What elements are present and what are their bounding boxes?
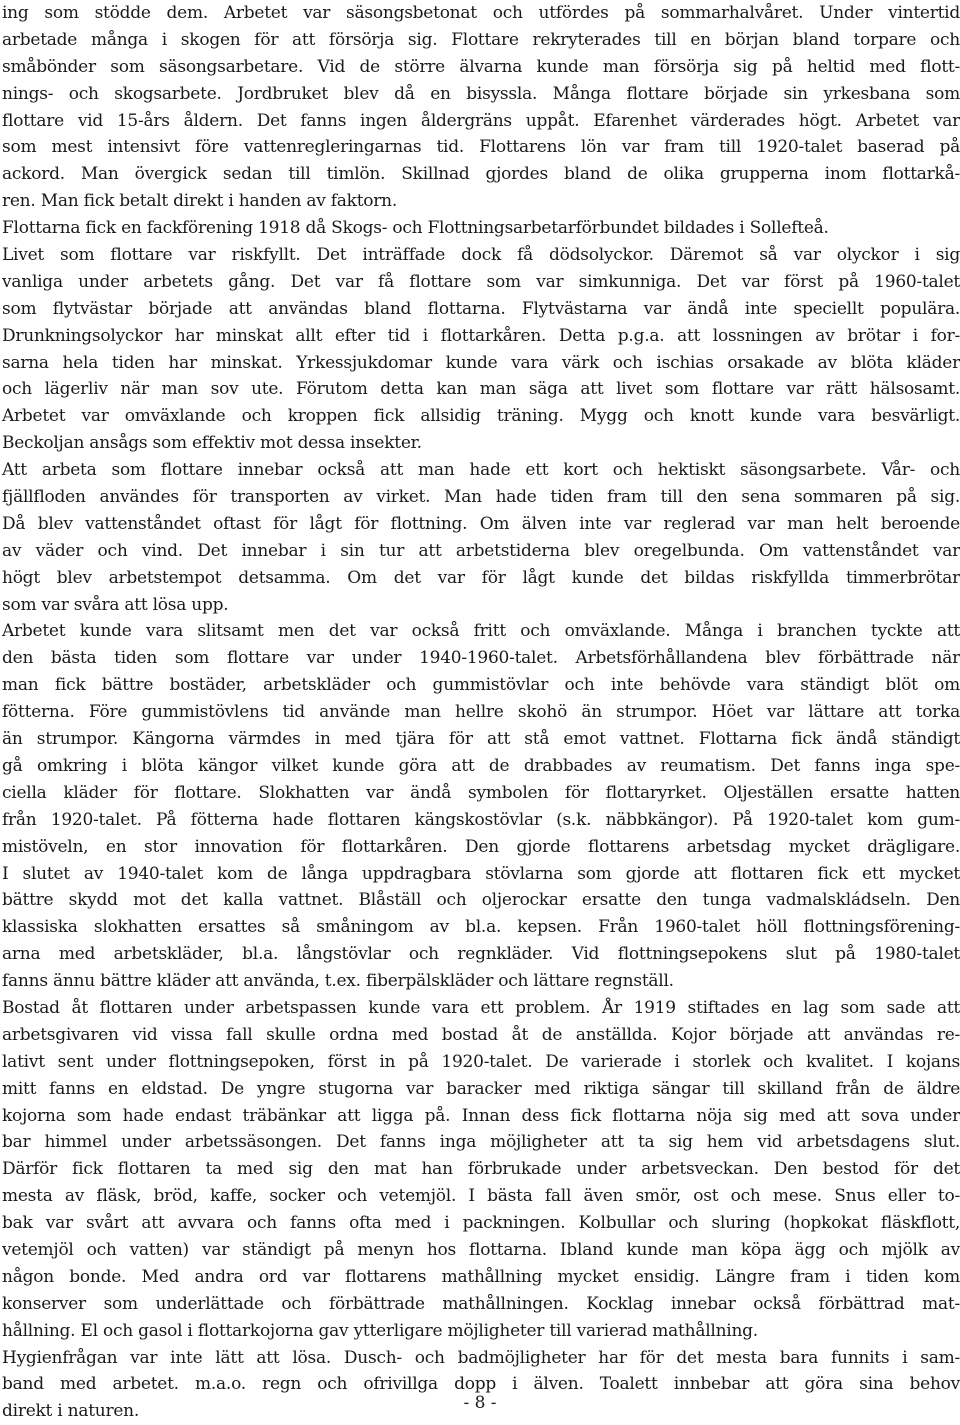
text-line: högt blev arbetstempot detsamma. Om det var för lågt kunde det bildas riskfyllda timmerbrötar [2,567,960,588]
text-line: Arbetet var omväxlande och kroppen fick allsidig träning. Mygg och knott kunde vara besvärligt. [2,406,960,427]
text-line: klassiska slokhatten ersattes så småningom av bl.a. kepsen. Från 1960-talet höll flottningsförening- [2,917,960,938]
text-line: av väder och vind. Det innebar i sin tur att arbetstiderna blev oregelbunda. Om vattenståndet var [2,540,960,561]
text-line: som var svåra att lösa upp. [2,594,229,615]
text-line: Arbetet kunde vara slitsamt men det var också fritt och omväxlande. Många i branchen tyckte att [2,621,960,642]
text-line: Beckoljan ansågs som effektiv mot dessa insekter. [2,433,422,454]
text-line: arna med arbetskläder, bl.a. långstövlar och regnkläder. Vid flottningsepokens slut på 1980-talet [2,944,960,965]
text-line: från 1920-talet. På fötterna hade flottaren kängskostövlar (s.k. näbbkängor). På 1920-talet kom gum- [2,809,960,830]
text-line: Flottarna fick en fackförening 1918 då Skogs- och Flottningsarbetarförbundet bildades i Sollefteå. [2,218,829,239]
text-line: nings- och skogsarbete. Jordbruket blev då en bisyssla. Många flottare började sin yrkesbana som [2,83,960,104]
text-line: arbetsgivaren vid vissa fall skulle ordna med bostad åt de anställda. Kojor började att användas re- [2,1024,960,1045]
text-line: mesta av fläsk, bröd, kaffe, socker och vetemjöl. I bästa fall även smör, ost och mese. Snus eller to- [2,1186,960,1207]
text-line: ciella kläder för flottare. Slokhatten var ändå symbolen för flottaryrket. Oljeställen ersatte hatten [2,782,960,803]
text-line: kojorna som hade endast träbänkar att ligga på. Innan dess fick flottarna nöja sig med att sova under [2,1105,960,1126]
text-line: lativt sent under flottningsepoken, först in på 1920-talet. De varierade i storlek och kvalitet. I kojans [2,1051,960,1072]
text-line: fanns ännu bättre kläder att använda, t.ex. fiberpälskläder och lättare regnställ. [2,971,674,992]
text-line: Då blev vattenståndet oftast för lågt för flottning. Om älven inte var reglerad var man helt beroende [2,513,960,534]
text-line: man fick bättre bostäder, arbetskläder och gummistövlar och inte behövde vara ständigt blöt om [2,675,960,696]
text-line: hållning. El och gasol i flottarkojorna gav ytterligare möjligheter till varierad mathållning. [2,1320,758,1341]
text-line: Bostad åt flottaren under arbetspassen kunde vara ett problem. År 1919 stiftades en lag som sade att [2,997,960,1018]
body-text [2,0,960,1425]
text-line: någon bonde. Med andra ord var flottarens mathållning mycket ensidig. Längre fram i tiden kom [2,1266,960,1287]
text-line: än strumpor. Kängorna värmdes in med tjära för att stå emot vattnet. Flottarna fick ändå ständigt [2,729,960,750]
text-line: småbönder som säsongsarbetare. Vid de större älvarna kunde man försörja sig på heltid med flott- [2,56,960,77]
text-line: I slutet av 1940-talet kom de långa uppdragbara stövlarna som gjorde att flottaren fick ett mycket [2,863,960,884]
text-line: Drunkningsolyckor har minskat allt efter tid i flottarkåren. Detta p.g.a. att lossningen av brötar i for- [2,325,960,346]
text-line: Hygienfrågan var inte lätt att lösa. Dusch- och badmöjligheter har för det mesta bara funnits i sam- [2,1347,960,1368]
text-line: bak var svårt att avvara och fanns ofta med i packningen. Kolbullar och sluring (hopkokat fläskflott, [2,1213,960,1234]
text-line: vanliga under arbetets gång. Det var få flottare som var simkunniga. Det var först på 1960-talet [2,271,960,292]
text-line: Livet som flottare var riskfyllt. Det inträffade dock få dödsolyckor. Däremot så var olyckor i sig [2,245,960,266]
text-line: direkt i naturen. [2,1401,140,1422]
text-line: fötterna. Före gummistövlens tid använde man hellre skohö än strumpor. Höet var lättare att torka [2,702,960,723]
text-line: Därför fick flottaren ta med sig den mat han förbrukade under arbetsveckan. Den bestod för det [2,1159,960,1180]
text-line: ackord. Man övergick sedan till timlön. Skillnad gjordes bland de olika grupperna inom flottarkå- [2,164,960,185]
text-line: Att arbeta som flottare innebar också att man hade ett kort och hektiskt säsongsarbete. Vår- och [2,460,960,481]
text-line: gå omkring i blöta kängor vilket kunde göra att de drabbades av reumatism. Det fanns inga spe- [2,755,960,776]
text-line: som mest intensivt före vattenregleringarnas tid. Flottarens lön var fram till 1920-talet baserad på [2,137,960,158]
text-line: och lägerliv när man sov ute. Förutom detta kan man säga att livet som flottare var rätt hälsosamt. [2,379,960,400]
text-line: ing som stödde dem. Arbetet var säsongsbetonat och utfördes på sommarhalvåret. Under vintertid [2,3,960,23]
text-line: konserver som underlättade och förbättrade mathållningen. Kocklag innebar också förbättrad mat- [2,1293,960,1314]
page-number: - 8 - [463,1393,497,1413]
text-line: sarna hela tiden har minskat. Yrkessjukdomar kunde vara värk och ischias orsakade av blöta kläder [2,352,960,373]
text-line: bar himmel under arbetssäsongen. Det fanns inga möjligheter att ta sig hem vid arbetsdagens slut. [2,1132,960,1153]
text-line: vetemjöl och vatten) var ständigt på menyn hos flottarna. Ibland kunde man köpa ägg och mjölk av [2,1239,960,1260]
text-line: den bästa tiden som flottare var under 1940-1960-talet. Arbetsförhållandena blev förbättrade när [2,648,960,669]
text-line: arbetade många i skogen för att försörja sig. Flottare rekryterades till en början bland torpare och [2,29,960,50]
text-line: som flytvästar började att användas bland flottarna. Flytvästarna var ändå inte speciellt populära. [2,298,960,319]
text-line: ren. Man fick betalt direkt i handen av faktorn. [2,191,398,212]
text-line: band med arbetet. m.a.o. regn och ofrivillga dopp i älven. Toalett innbebar att göra sina behov [2,1374,960,1395]
text-line: flottare vid 15-års åldern. Det fanns ingen åldergräns uppåt. Efarenhet värderades högt. Arbetet var [2,110,960,131]
text-line: bättre skydd mot det kalla vattnet. Blåställ och oljerockar ersatte den tunga vadmalskládseln. Den [2,890,960,911]
text-line: mistöveln, en stor innovation för flottarkåren. Den gjorde flottarens arbetsdag mycket drägligare. [2,836,960,857]
text-line: fjällfloden användes för transporten av virket. Man hade tiden fram till den sena sommaren på sig. [2,487,960,508]
text-line: mitt fanns en eldstad. De yngre stugorna var baracker med riktiga sängar till skilland från de äldre [2,1078,960,1099]
